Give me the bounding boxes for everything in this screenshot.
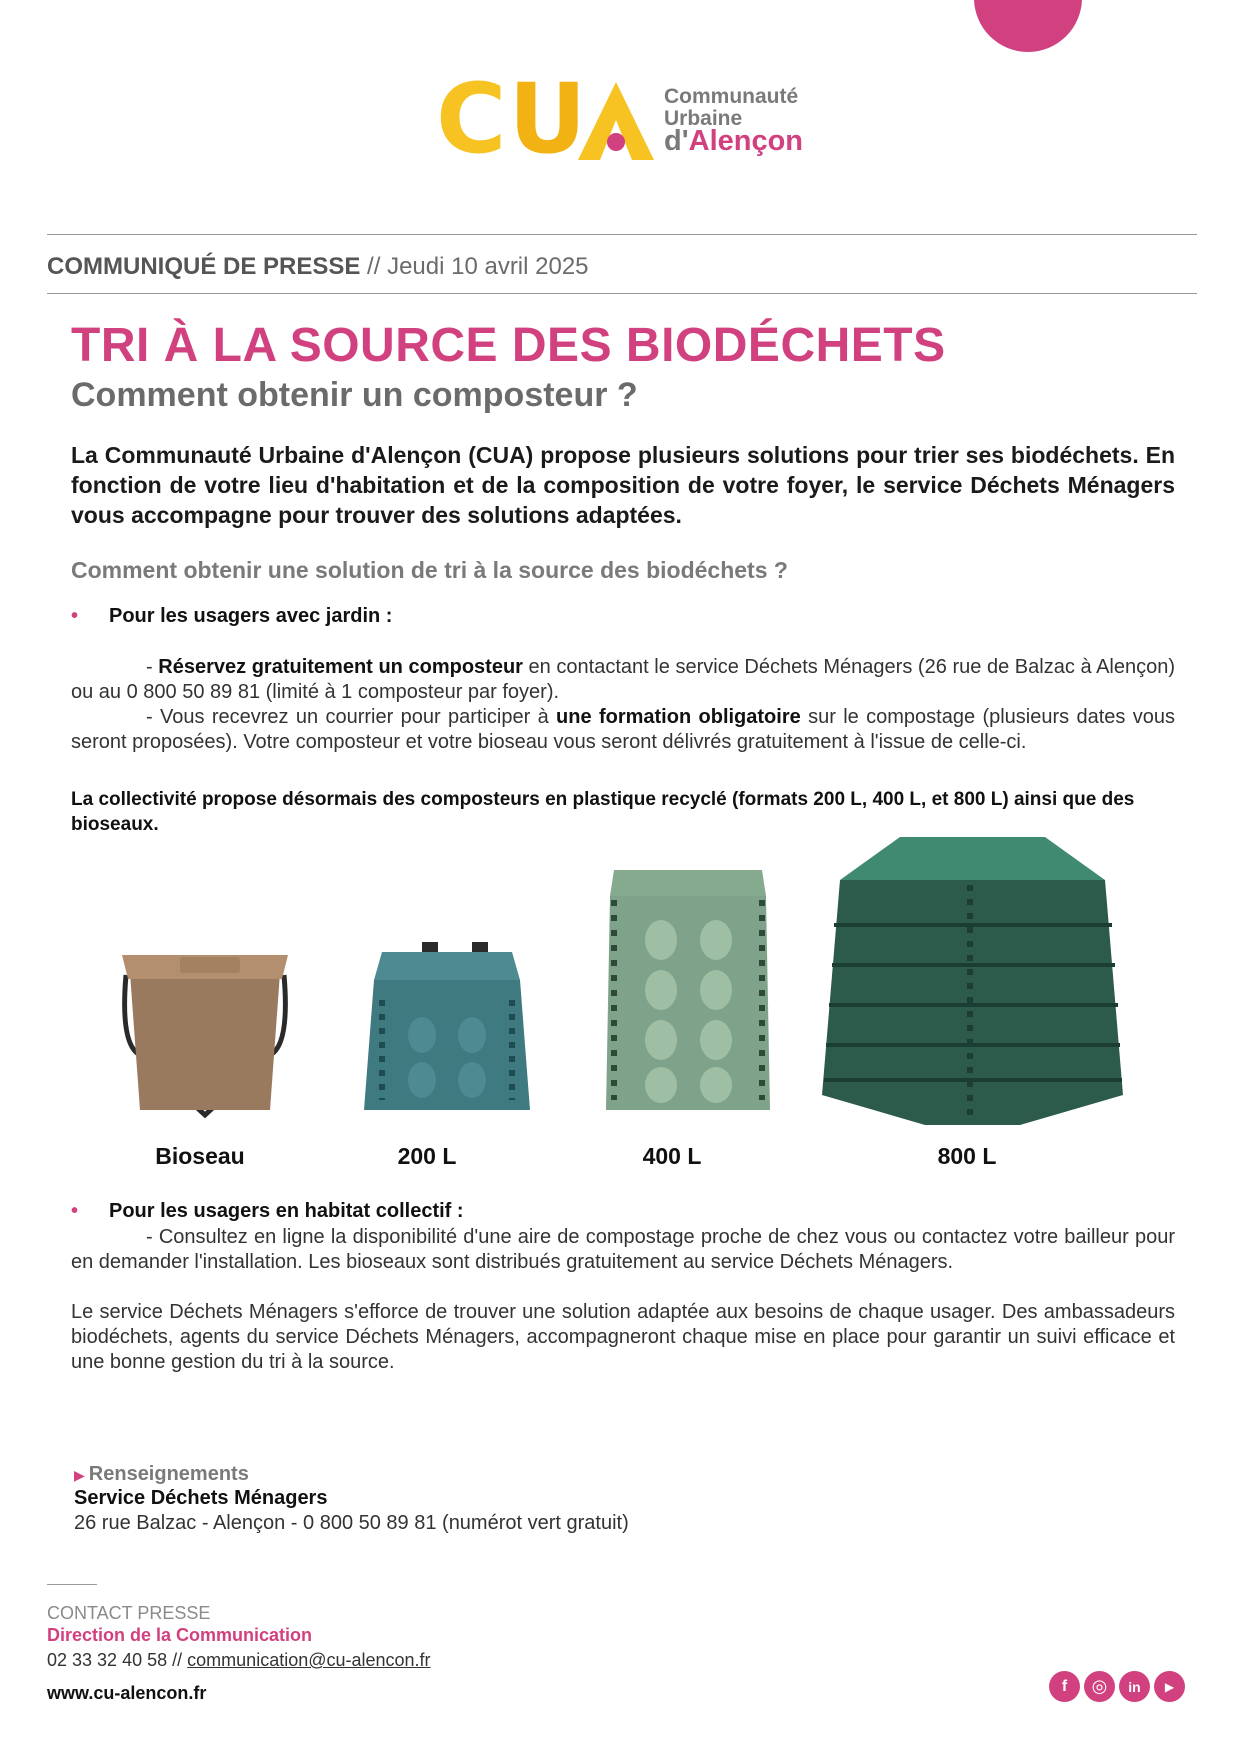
garden-p2-rest: sur le compostage (plusieurs dates vous seront proposées). Votre composteur et votre bioseau vous seront délivrés gratuitement à l'issue de celle-ci. <box>71 706 1175 753</box>
product-label-400: 400 L <box>642 1143 702 1169</box>
garden-p1-bold: Réservez gratuitement un composteur <box>158 656 523 678</box>
garden-p2-start: - Vous recevrez un courrier pour participer à <box>146 706 557 728</box>
contact-phone: 02 33 32 40 58 <box>47 1650 168 1670</box>
page-title: TRI À LA SOURCE DES BIODÉCHETS <box>71 319 946 372</box>
logo-line-3a: d' <box>664 125 689 157</box>
bullet-dot: • <box>71 1200 79 1222</box>
contact-rule <box>47 1584 97 1585</box>
info-address: 26 rue Balzac - Alençon - 0 800 50 89 81 (numérot vert gratuit) <box>74 1512 629 1534</box>
press-separator: // <box>367 253 381 280</box>
logo-line-2: Urbaine <box>664 107 743 130</box>
garden-p2-bold: une formation obligatoire <box>556 706 801 728</box>
product-label-bioseau: Bioseau <box>155 1143 245 1169</box>
bullet-garden <box>71 605 392 628</box>
header-rule-top <box>47 234 1197 235</box>
dash: - <box>146 656 159 678</box>
press-label: COMMUNIQUÉ DE PRESSE <box>47 253 361 280</box>
header-rule-bottom <box>47 293 1197 294</box>
website[interactable]: www.cu-alencon.fr <box>47 1683 207 1703</box>
logo-wordmark <box>664 86 803 155</box>
garden-paragraph-1 <box>71 655 1175 705</box>
garden-p1-rest: en contactant le service Déchets Ménagers (26 rue de Balzac à Alençon) ou au 0 800 50 89 81 (limité à 1 composteur par foyer). <box>71 656 1176 703</box>
press-header <box>47 253 589 281</box>
bullet-garden-label: Pour les usagers avec jardin : <box>109 605 393 627</box>
product-label-200: 200 L <box>397 1143 457 1169</box>
contact-line <box>47 1650 431 1671</box>
logo-line-1: Communauté <box>664 85 799 108</box>
contact-department: Direction de la Communication <box>47 1625 313 1645</box>
section-question: Comment obtenir une solution de tri à la source des biodéchets ? <box>71 557 788 583</box>
youtube-icon[interactable]: ▶ <box>1154 1671 1185 1702</box>
composter-800-icon <box>820 835 1125 1140</box>
contact-heading: CONTACT PRESSE <box>47 1603 211 1623</box>
bullet-collective <box>71 1200 464 1223</box>
instagram-icon[interactable]: ◎ <box>1084 1671 1115 1702</box>
facebook-icon[interactable]: f <box>1049 1671 1080 1702</box>
logo-a-mark <box>576 80 656 160</box>
bullet-collective-label: Pour les usagers en habitat collectif : <box>109 1200 464 1222</box>
product-label-800: 800 L <box>937 1143 997 1169</box>
contact-email-link[interactable]: communication@cu-alencon.fr <box>187 1650 431 1670</box>
info-heading-label: Renseignements <box>88 1463 249 1485</box>
contact-separator: // <box>172 1650 183 1670</box>
logo-line-3b: Alençon <box>688 125 804 157</box>
offer-paragraph: La collectivité propose désormais des composteurs en plastique recyclé (formats 200 L, 400 L, et 800 L) ainsi que des bioseaux. <box>71 789 1135 835</box>
collective-paragraph: - Consultez en ligne la disponibilité d'une aire de compostage proche de chez vous ou contactez votre bailleur pour en demander l'installation. Les bioseaux sont distribués gratuitement au service Déchets Ménagers. <box>71 1226 1175 1273</box>
page-subtitle: Comment obtenir un composteur ? <box>71 376 638 414</box>
composter-400-icon <box>606 860 771 1125</box>
composter-200-icon <box>362 940 532 1125</box>
info-service: Service Déchets Ménagers <box>74 1487 328 1509</box>
logo-letters: CU <box>436 63 589 175</box>
bullet-dot: • <box>71 605 79 627</box>
closing-paragraph: Le service Déchets Ménagers s'efforce de trouver une solution adaptée aux besoins de chaque usager. Des ambassadeurs biodéchets, agents du service Déchets Ménagers, accompagneront chaque mise en place pour garantir un suivi efficace et une bonne gestion du tri à la source. <box>71 1301 1175 1373</box>
lead-paragraph: La Communauté Urbaine d'Alençon (CUA) propose plusieurs solutions pour trier ses biodéchets. En fonction de votre lieu d'habitation et de la composition de votre foyer, le service Déchets Ménagers vous accompagne pour trouver des solutions adaptées. <box>71 442 1175 528</box>
cua-logo <box>436 63 816 175</box>
decorative-circle <box>974 0 1082 52</box>
triangle-icon: ▶ <box>74 1467 85 1483</box>
garden-paragraph-2 <box>71 705 1175 755</box>
linkedin-icon[interactable]: in <box>1119 1671 1150 1702</box>
info-heading <box>74 1463 249 1486</box>
press-date: Jeudi 10 avril 2025 <box>387 253 589 280</box>
bioseau-icon <box>110 935 300 1125</box>
